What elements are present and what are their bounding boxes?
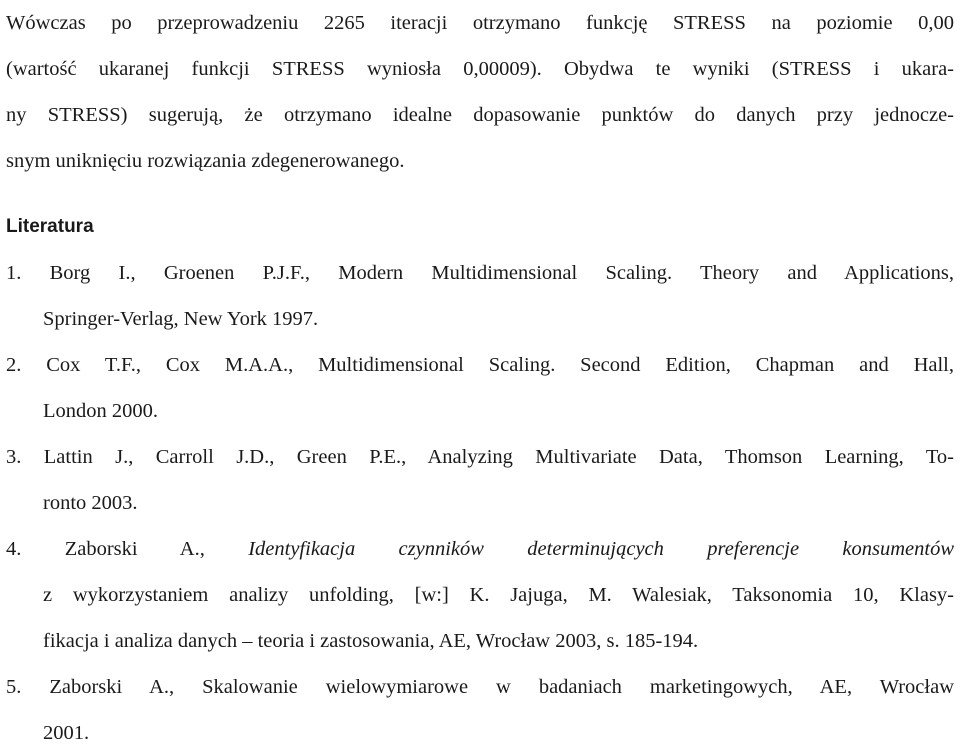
reference-line: London 2000. [43, 400, 159, 422]
body-paragraph [6, 0, 954, 184]
reference-line [6, 526, 954, 572]
reference-line: 3. Lattin J., Carroll J.D., Green P.E., Analyzing Multivariate Data, Thomson Learning, To- [6, 446, 954, 468]
reference-title: Identyfikacja czynników determinujących preferencje konsumentów [248, 538, 954, 560]
paragraph-line: Wówczas po przeprowadzeniu 2265 iteracji otrzymano funkcję STRESS na poziomie 0,00 [6, 12, 954, 34]
reference-line: 2001. [43, 722, 90, 744]
reference-item [6, 664, 954, 756]
reference-item [6, 526, 954, 664]
reference-item [6, 342, 954, 434]
reference-line: fikacja i analiza danych – teoria i zastosowania, AE, Wrocław 2003, s. 185-194. [43, 630, 699, 652]
paragraph-line: snym uniknięciu rozwiązania zdegenerowanego. [6, 150, 405, 172]
reference-line: 2. Cox T.F., Cox M.A.A., Multidimensional Scaling. Second Edition, Chapman and Hall, [6, 354, 954, 376]
reference-list [6, 250, 954, 756]
reference-line: Springer-Verlag, New York 1997. [43, 308, 319, 330]
reference-line: 1. Borg I., Groenen P.J.F., Modern Multidimensional Scaling. Theory and Applications, [6, 262, 954, 284]
paragraph-line: (wartość ukaranej funkcji STRESS wyniosła 0,00009). Obydwa te wyniki (STRESS i ukara- [6, 58, 954, 80]
reference-line: z wykorzystaniem analizy unfolding, [w:] K. Jajuga, M. Walesiak, Taksonomia 10, Klasy- [43, 584, 954, 606]
section-heading: Literatura [6, 216, 94, 237]
paragraph-line: ny STRESS) sugerują, że otrzymano idealne dopasowanie punktów do danych przy jednocze- [6, 104, 954, 126]
reference-item [6, 250, 954, 342]
reference-item [6, 434, 954, 526]
reference-line: 5. Zaborski A., Skalowanie wielowymiarowe w badaniach marketingowych, AE, Wrocław [6, 676, 954, 698]
reference-line: ronto 2003. [43, 492, 138, 514]
reference-author: 4. Zaborski A., [6, 538, 249, 560]
